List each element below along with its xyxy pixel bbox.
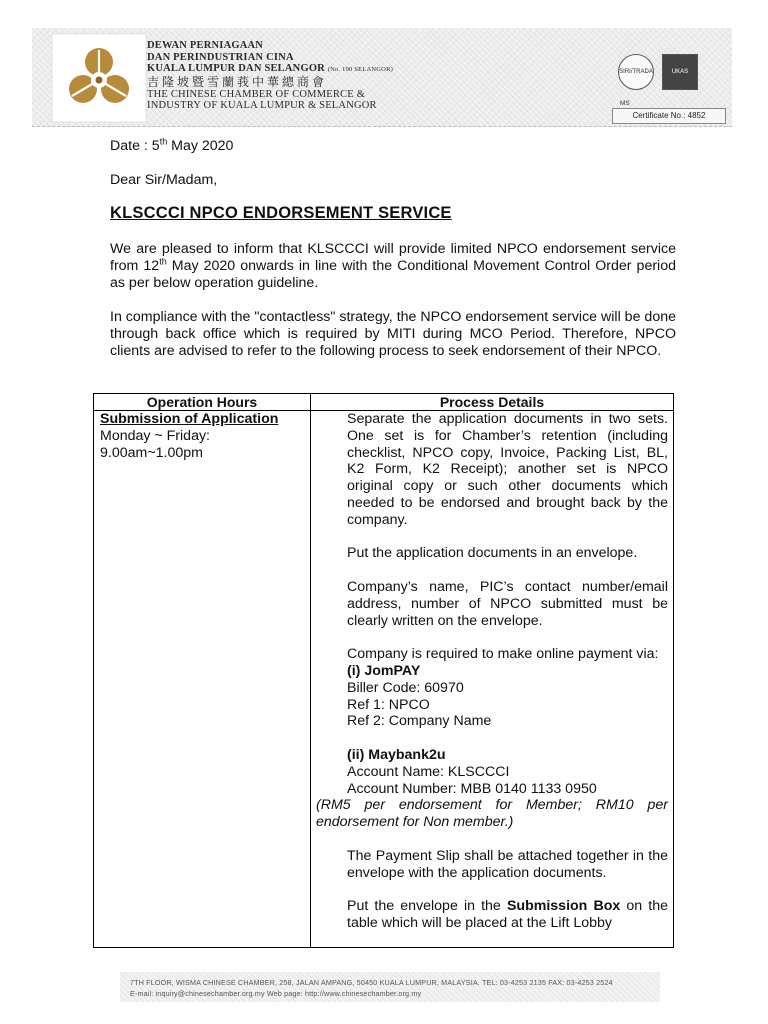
paragraph-contactless: In compliance with the "contactless" strategy, the NPCO endorsement service will be done through back office which is required by MITI during MCO Period. Therefore, NPCO clients are advised to refer to the following process to seek endorsement of their NPCO.	[110, 309, 676, 359]
org-name-english-2: INDUSTRY OF KUALA LUMPUR & SELANGOR	[147, 100, 377, 111]
header-process-details: Process Details	[439, 394, 545, 410]
para1-ordinal: th	[159, 256, 167, 267]
paragraph-intro	[110, 241, 676, 292]
date-prefix: Date : 5	[110, 138, 160, 154]
org-name-malay-1: DEWAN PERNIAGAAN	[147, 40, 264, 51]
header-operation-hours: Operation Hours	[146, 394, 258, 410]
org-name-malay-2: DAN PERINDUSTRIAN CINA	[147, 51, 294, 63]
step-separate-documents: Separate the application documents in two sets. One set is for Chamber’s retention (including checklist, NPCO copy, Invoice, Packing List, BL, K2 Form, K2 Receipt); another set is NPCO original copy or such other documents which needed to be endorsed and brought back by the company.	[347, 411, 668, 528]
org-name-english-1: THE CHINESE CHAMBER OF COMMERCE &	[147, 88, 366, 100]
date-suffix: May 2020	[167, 138, 234, 154]
para1-part-a: We are pleased to inform that KLSCCCI will provide limited NPCO endorsement service from 12	[110, 241, 676, 274]
footer-address: 7TH FLOOR, WISMA CHINESE CHAMBER, 258, JALAN AMPANG, 50450 KUALA LUMPUR, MALAYSIA. TEL: 03-4253 2135 FAX: 03-4253 2524	[130, 978, 613, 987]
org-name-chinese: 吉隆坡暨雪蘭莪中華總商會	[147, 74, 328, 89]
step-payment-slip: The Payment Slip shall be attached together in the envelope with the application documents.	[347, 847, 668, 881]
maybank-title: (ii) Maybank2u	[347, 746, 446, 763]
organisation-name	[147, 40, 447, 112]
step-online-payment: Company is required to make online payment via:	[347, 646, 659, 663]
date-ordinal: th	[159, 136, 168, 147]
jompay-ref-1: Ref 1: NPCO	[347, 696, 430, 713]
letter-title: KLSCCCI NPCO ENDORSEMENT SERVICE	[110, 204, 452, 222]
certification-block	[612, 50, 732, 124]
org-name-malay-3-text: KUALA LUMPUR DAN SELANGOR	[147, 63, 325, 74]
org-name-malay-3	[147, 63, 447, 76]
salutation: Dear Sir/Madam,	[110, 172, 218, 188]
maybank-account-name: Account Name: KLSCCCI	[347, 763, 510, 780]
step-label-envelope: Company’s name, PIC’s contact number/email address, number of NPCO submitted must be clearly written on the envelope.	[347, 578, 668, 629]
letterhead	[32, 28, 732, 127]
letter-date	[110, 138, 233, 155]
jompay-biller-code: Biller Code: 60970	[347, 679, 464, 696]
operation-time: 9.00am~1.00pm	[100, 444, 203, 461]
submission-box-text-b: on the table which will be placed at the Lift Lobby	[347, 898, 668, 931]
ukas-badge-icon: UKAS	[662, 54, 698, 90]
maybank-account-number: Account Number: MBB 0140 1133 0950	[347, 780, 597, 797]
submission-heading: Submission of Application	[100, 411, 279, 427]
certification-badge-icon: SIRI/TRADA	[618, 54, 654, 90]
para1-part-b: May 2020 onwards in line with the Conditional Movement Control Order period as per below operation guideline.	[110, 258, 676, 291]
operation-hours-cell	[100, 411, 306, 461]
footer-contact: E-mail: inquiry@chinesechamber.org.my Web page: http://www.chinesechamber.org.my	[130, 989, 422, 998]
letter-footer	[120, 972, 660, 1002]
certification-label: MS	[620, 100, 630, 107]
jompay-ref-2: Ref 2: Company Name	[347, 713, 492, 730]
submission-box-bold: Submission Box	[506, 898, 621, 915]
step-submission-box	[316, 898, 668, 932]
jompay-title: (i) JomPAY	[347, 662, 421, 679]
process-details-cell	[316, 411, 668, 932]
certificate-number: Certificate No.: 4852	[612, 108, 726, 124]
fee-note: (RM5 per endorsement for Member; RM10 per endorsement for Non member.)	[316, 797, 668, 831]
step-envelope: Put the application documents in an envelope.	[347, 545, 638, 562]
column-divider	[310, 394, 311, 947]
submission-box-text-a: Put the envelope in the	[347, 898, 507, 915]
registration-number: (No. 190 SELANGOR)	[327, 66, 393, 73]
chamber-logo	[50, 32, 162, 124]
process-table	[93, 393, 674, 948]
operation-days: Monday ~ Friday:	[100, 427, 211, 444]
